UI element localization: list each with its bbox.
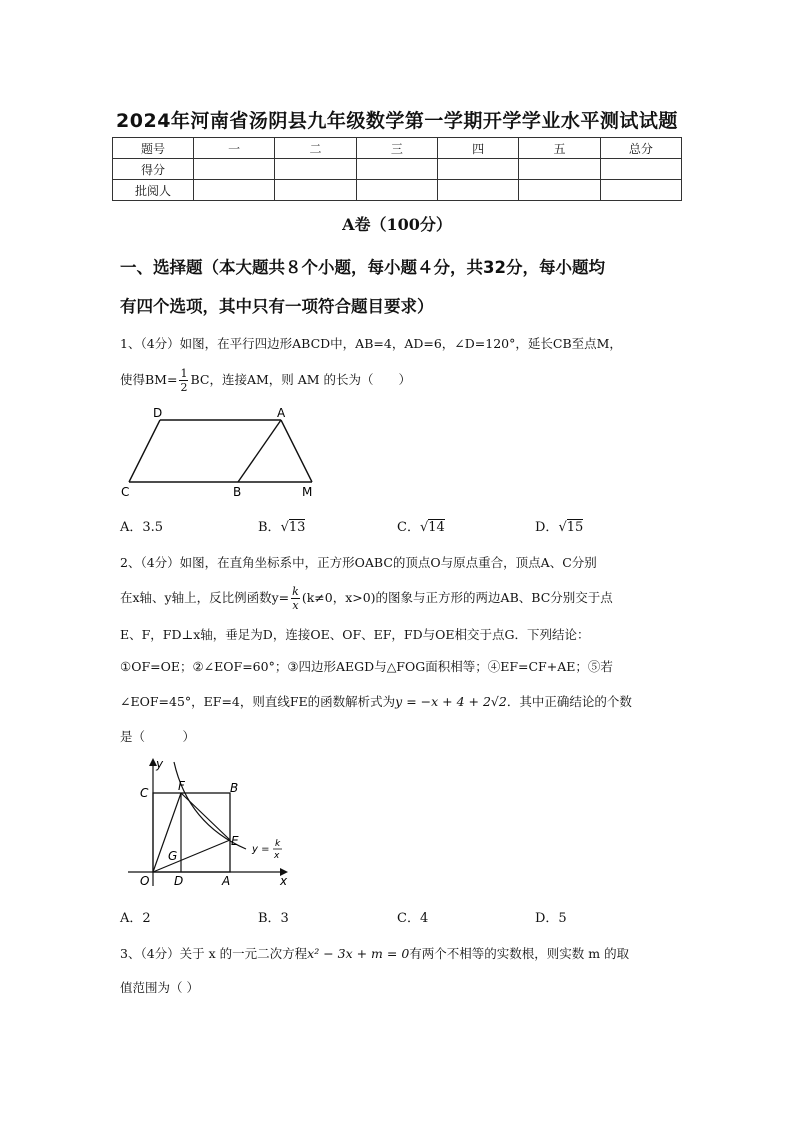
q1-stem-post: BC，连接AM，则 AM 的长为（ ） [190,372,412,387]
q2-frac-den: x [292,599,299,612]
label-F: F [178,779,185,793]
segment-DC [129,420,160,482]
score-cell [600,159,681,180]
label-O: O [140,874,150,888]
curve-label-k: k [275,839,281,849]
score-cell [194,159,275,180]
q2-frac-num: k [292,585,299,598]
paper-part-heading: A卷（100分） [342,215,452,234]
header-cell-5: 五 [519,138,600,159]
score-row [113,159,682,180]
q1-fraction [179,367,188,394]
q2-stem-line2-pre: 在x轴、y轴上，反比例函数y= [120,590,290,605]
score-table-header-row [113,138,682,159]
q2-stem-line2 [120,584,680,612]
header-cell-3: 三 [356,138,437,159]
label-C: C [140,786,149,800]
label-M: M [302,485,313,499]
reviewer-cell [600,180,681,201]
q3-stem-line2: 值范围为（ ） [120,980,199,995]
sqrt-sign: √ [419,520,429,535]
reviewer-cell [356,180,437,201]
curve-label: y = [252,844,270,855]
segment-FE [181,793,230,840]
q2-stem-line2-post: (k≠0，x>0)的图象与正方形的两边AB、BC分别交于点 [301,590,613,605]
reviewer-cell [275,180,356,201]
label-E: E [231,834,239,848]
header-cell-tihao: 题号 [113,138,194,159]
label-D: D [174,874,184,888]
q1-option-d-letter: D． [535,520,559,535]
q2-option-d: D．5 [535,911,567,926]
q1-option-d [535,516,583,535]
q1-option-c-radicand: 14 [428,520,445,535]
section1-heading-line1: 一、选择题（本大题共８个小题，每小题４分，共32分，每小题均 [120,258,605,277]
q2-stem-line6: 是（ ） [120,729,196,744]
label-A: A [222,874,231,888]
label-A: A [277,406,286,420]
q2-option-c: C．4 [397,911,429,926]
score-cell [519,159,600,180]
q1-option-b-radicand: 13 [288,520,306,535]
q3-stem-post: 有两个不相等的实数根，则实数 m 的取 [409,946,630,961]
q1-stem-line2 [120,367,680,394]
score-cell [356,159,437,180]
reviewer-cell [194,180,275,201]
q3-stem-line1 [120,944,680,964]
q2-line-formula: y = −x + 4 + 2√2 [395,694,507,709]
segment-AB [238,420,281,482]
reviewer-cell [519,180,600,201]
segment-OE [153,840,230,872]
q2-option-b: B．3 [258,911,289,926]
score-table [112,137,682,201]
q2-stem-line5-pre: ∠EOF=45°，EF=4，则直线FE的函数解析式为 [120,694,396,709]
score-row-label: 得分 [113,159,194,180]
label-D: D [153,406,163,420]
q2-stem-line5 [120,692,680,712]
header-cell-total: 总分 [600,138,681,159]
segment-AM [281,420,312,482]
q1-frac-den: 2 [180,381,188,394]
q2-stem-line1: 2、（4分）如图，在直角坐标系中，正方形OABC的顶点O与原点重合，顶点A、C分别 [120,555,597,570]
label-G: G [168,849,178,863]
q2-fraction [291,585,300,612]
q3-equation: x² − 3x + m = 0 [307,946,410,961]
label-y: y [156,757,164,771]
q1-option-c [397,516,445,535]
sqrt-sign: √ [558,520,567,535]
label-B: B [233,485,242,499]
page-title: 2024年河南省汤阴县九年级数学第一学期开学学业水平测试试题 [116,110,678,132]
reviewer-row [113,180,682,201]
q1-option-b [258,516,305,535]
curve-label-x: x [274,851,280,861]
label-B: B [230,781,239,795]
q2-option-a: A．2 [120,911,151,926]
q2-stem-line4: ①OF=OE；②∠EOF=60°；③四边形AEGD与△FOG面积相等；④EF=CF+AE；⑤若 [120,659,613,674]
q1-option-b-letter: B． [258,520,281,535]
q1-stem-line1: 1、（4分）如图，在平行四边形ABCD中，AB=4，AD=6，∠D=120°，延长CB至点M， [120,336,622,351]
score-cell [275,159,356,180]
header-cell-2: 二 [275,138,356,159]
reviewer-cell [437,180,518,201]
q2-coordinate-figure [118,754,298,892]
score-cell [437,159,518,180]
label-C: C [121,485,130,499]
q1-parallelogram-figure [118,404,328,500]
header-cell-4: 四 [437,138,518,159]
section1-heading-line2: 有四个选项，其中只有一项符合题目要求） [120,297,434,316]
label-x: x [280,874,288,888]
q1-frac-num: 1 [180,367,188,380]
sqrt-sign: √ [280,520,289,535]
q2-stem-line5-post: ．其中正确结论的个数 [506,694,632,709]
q1-option-a: A．3.5 [120,520,164,535]
q2-stem-line3: E、F，FD⊥x轴，垂足为D，连接OE、OF、EF，FD与OE相交于点G．下列结论： [120,627,590,642]
q1-option-c-letter: C． [397,520,420,535]
reviewer-row-label: 批阅人 [113,180,194,201]
q3-stem-pre: 3、（4分）关于 x 的一元二次方程 [120,946,308,961]
header-cell-1: 一 [194,138,275,159]
q1-option-d-radicand: 15 [566,520,584,535]
q1-stem-pre: 使得BM= [120,372,178,387]
